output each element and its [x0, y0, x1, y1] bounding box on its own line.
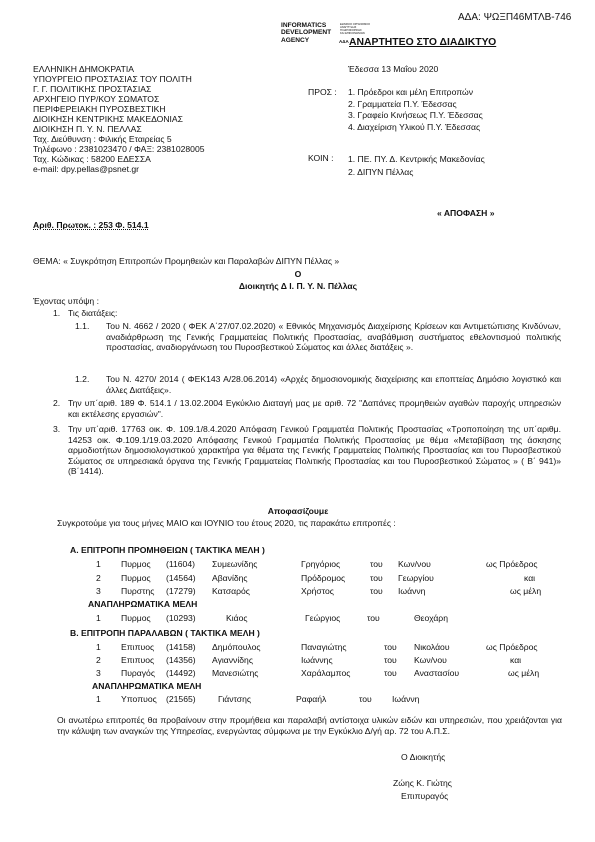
subject-line: ΘΕΜΑ: « Συγκρότηση Επιτροπών Προμηθειών και Παραλαβών ΔΙΠΥΝ Πέλλας »: [33, 256, 340, 266]
member-surname: Γιάντσης: [218, 694, 252, 704]
member-index: 1: [96, 613, 101, 623]
logo-mark-line-4: ΚΑΙ ΕΠΙΚΟΙΝΩΝΙΩΝ: [340, 32, 365, 36]
item-number: 2.: [53, 398, 61, 408]
member-father: Νικολάου: [414, 642, 450, 652]
member-surname: Συμεωνίδης: [212, 559, 258, 569]
member-rank: Πυρμος: [121, 559, 151, 569]
item-number: 1.2.: [75, 374, 90, 384]
member-role: ως Πρόεδρος: [486, 642, 538, 652]
member-role: και: [510, 655, 522, 665]
recipient-item: 2. Γραμματεία Π.Υ. Έδεσσας: [348, 98, 457, 109]
member-id: (14564): [166, 573, 196, 583]
cc-item: 2. ΔΙΠΥΝ Πέλλας: [348, 167, 414, 177]
member-role: ως μέλη: [510, 586, 542, 596]
member-rank: Πυρμος: [121, 573, 151, 583]
member-surname: Κιάος: [226, 613, 248, 623]
recipient-item: 3. Γραφείο Κινήσεως Π.Υ. Έδεσσας: [348, 110, 483, 121]
committee-a-alternates-title: ΑΝΑΠΛΗΡΩΜΑΤΙΚΑ ΜΕΛΗ: [88, 599, 198, 609]
member-father: Κων/νου: [414, 655, 447, 665]
document-date: Έδεσσα 13 Μαΐου 2020: [348, 64, 439, 74]
committee-a-title: Α. ΕΠΙΤΡΟΠΗ ΠΡΟΜΗΘΕΙΩΝ ( ΤΑΚΤΙΚΑ ΜΕΛΗ ): [70, 545, 265, 555]
issuer-line-3: Γ. Γ. ΠΟΛΙΤΙΚΗΣ ΠΡΟΣΤΑΣΙΑΣ: [33, 84, 152, 94]
issuer-line-6: ΔΙΟΙΚΗΣΗ ΚΕΝΤΡΙΚΗΣ ΜΑΚΕΔΟΝΙΑΣ: [33, 114, 183, 124]
logo-mark-line-2: ΑΝΑΠΤΥΞΗΣ: [340, 26, 357, 30]
ada-code: ΑΔΑ: ΨΩΞΠ46ΜΤΛΒ-746: [458, 12, 572, 23]
cc-item: 1. ΠΕ. ΠΥ. Δ. Κεντρικής Μακεδονίας: [348, 154, 485, 164]
postal-line: Ταχ. Κώδικας : 58200 ΕΔΕΣΣΑ: [33, 154, 151, 164]
issuer-block: [33, 64, 205, 174]
email-line: e-mail: dpy.pellas@psnet.gr: [33, 164, 140, 174]
logo-line-1: INFORMATICS: [281, 22, 327, 29]
member-rank: Πυραγός: [121, 668, 155, 678]
member-name: Χαράλαμπος: [301, 668, 351, 678]
member-id: (14158): [166, 642, 196, 652]
member-role: και: [524, 573, 536, 583]
signature-role: Ο Διοικητής: [401, 752, 446, 762]
member-father: Γεωργίου: [398, 573, 434, 583]
member-surname: Κατσαρός: [212, 586, 250, 596]
item-number: 3.: [53, 424, 61, 434]
protocol-number: Αριθ. Πρωτοκ. : 253 Φ. 514.1: [33, 220, 149, 230]
member-index: 1: [96, 694, 101, 704]
member-surname: Αβανίδης: [212, 573, 248, 583]
item-number: 1.1.: [75, 321, 90, 331]
decide-text: Συγκροτούμε για τους μήνες ΜΑΙΟ και ΙΟΥΝΙΟ του έτους 2020, τις παρακάτω επιτροπές :: [57, 518, 396, 528]
member-index: 1: [96, 559, 101, 569]
member-index: 2: [96, 655, 101, 665]
item-number: 1.: [53, 308, 61, 318]
member-id: (21565): [166, 694, 196, 704]
member-of: του: [384, 655, 397, 665]
author-article: Ο: [294, 269, 302, 279]
cc-label: ΚΟΙΝ :: [308, 153, 334, 163]
member-index: 3: [96, 586, 101, 596]
member-rank: Επιπυος: [121, 642, 155, 652]
member-surname: Δημόπουλος: [212, 642, 261, 652]
member-rank: Πυρστης: [121, 586, 155, 596]
author-title: Διοικητής Δ Ι. Π. Υ. Ν. Πέλλας: [238, 281, 358, 291]
item-text: Του Ν. 4270/ 2014 ( ΦΕΚ143 Α/28.06.2014) «Αρχές δημοσιονομικής διαχείρισης και εποπτείας Δημόσιο λογιστικό και άλλες Διατάξεις».: [106, 374, 561, 395]
signature-name: Ζώης Κ. Γιώτης: [393, 778, 452, 788]
recipient-item: 1. Πρόεδροι και μέλη Επιτροπών: [348, 87, 474, 97]
committee-b-title: Β. ΕΠΙΤΡΟΠΗ ΠΑΡΑΛΑΒΩΝ ( ΤΑΚΤΙΚΑ ΜΕΛΗ ): [70, 628, 260, 638]
member-of: του: [367, 613, 380, 623]
recipient-item: 4. Διαχείριση Υλικού Π.Υ. Έδεσσας: [348, 121, 481, 132]
member-father: Αναστασίου: [414, 668, 460, 678]
member-id: (11604): [166, 559, 195, 569]
logo-mark-line-1: ΕΘΝΙΚΟΣ ΟΡΓΑΝΙΣΜΟΣ: [340, 23, 371, 26]
cc-list: [348, 153, 485, 179]
member-role: ως Πρόεδρος: [486, 559, 538, 569]
member-id: (17279): [166, 586, 196, 596]
item-text: Τις διατάξεις:: [68, 308, 118, 318]
member-father: Θεοχάρη: [414, 613, 448, 623]
member-index: 3: [96, 668, 101, 678]
signature-rank: Επιπυραγός: [401, 791, 449, 801]
logo-text: [281, 22, 331, 44]
member-of: του: [384, 668, 397, 678]
member-name: Χρήστος: [301, 586, 334, 596]
member-name: Γρηγόριος: [301, 559, 341, 569]
item-text: Την υπ΄αριθ. 189 Φ. 514.1 / 13.02.2004 Εγκύκλιο Διαταγή μας με αριθ. 72 "Δαπάνες προμηθειών αγαθών παροχής υπηρεσιών και εκτέλεσης εργασιών".: [68, 398, 561, 419]
member-id: (14356): [166, 655, 196, 665]
member-rank: Πυρμος: [121, 613, 151, 623]
issuer-line-7: ΔΙΟΙΚΗΣΗ Π. Υ. Ν. ΠΕΛΛΑΣ: [33, 124, 142, 134]
phone-line: Τηλέφωνο : 2381023470 / ΦΑΞ: 2381028005: [33, 144, 205, 154]
recipients-list: [348, 87, 483, 133]
logo-code: ΑΔΑ: [339, 39, 349, 44]
recipients-label: ΠΡΟΣ :: [308, 87, 337, 97]
member-id: (14492): [166, 668, 196, 678]
member-of: του: [370, 559, 383, 569]
member-name: Πρόδρομος: [301, 573, 346, 583]
logo-mark-line-3: ΠΛΗΡΟΦΟΡΙΚΗΣ: [340, 29, 362, 33]
member-id: (10293): [166, 613, 196, 623]
issuer-line-4: ΑΡΧΗΓΕΙΟ ΠΥΡ/ΚΟΥ ΣΩΜΑΤΟΣ: [33, 94, 160, 104]
member-name: Παναγιώτης: [301, 642, 347, 652]
member-name: Ιωάννης: [301, 655, 333, 665]
item-text: Του Ν. 4662 / 2020 ( ΦΕΚ Α΄27/07.02.2020) « Εθνικός Μηχανισμός Διαχείρισης Κρίσεων και Αντιμετώπισης Κινδύνων, αναδιάρθρωση της Γενικής Γραμματείας Πολιτικής Προστασίας, αναβάθμιση συστήματος εθελοντισμού πολιτικής προστασίας, αναδιοργάνωση του Πυροσβεστικού Σώματος και άλλες διατάξεις ».: [106, 321, 561, 353]
member-surname: Μανεσιώτης: [212, 668, 259, 678]
member-surname: Αγιαννίδης: [212, 655, 253, 665]
member-rank: Επιπυος: [121, 655, 155, 665]
considering-heading: Έχοντας υπόψη :: [33, 296, 99, 306]
member-father: Ιωάννη: [398, 586, 426, 596]
item-text: Την υπ΄αριθ. 17763 οικ. Φ. 109.1/8.4.2020 Απόφαση Γενικού Γραμματέα Πολιτικής Προστασίας «Τροποποίηση της υπ΄αριθμ. 14253 οικ. Φ.109.1/19.03.2020 Απόφασης Γενικού Γραμματέα Πολιτικής Προστασίας με θέμα «Μεταβίβαση της άσκησης αρμοδιοτήτων δημοσιολογιστικού χαρακτήρα για θέματα της Γενικής Γραμματείας Πολιτικής Προστασίας και του Πυροσβεστικού Σώματος σε υπηρεσιακά όργανα της Γενικής Γραμματείας Πολιτικής Προστασίας και του Πυροσβεστικού Σώματος » ( Β΄ 941)» (Β΄1414).: [68, 424, 561, 477]
member-role: ως μέλη: [508, 668, 540, 678]
posting-banner: ΑΝΑΡΤΗΤΕΟ ΣΤΟ ΔΙΑΔΙΚΤΥΟ: [349, 37, 497, 48]
logo-line-2: DEVELOPMENT: [281, 29, 332, 37]
decide-heading: Αποφασίζουμε: [267, 506, 329, 516]
member-name: Γεώργιος: [305, 613, 341, 623]
member-of: του: [370, 586, 383, 596]
member-of: του: [384, 642, 397, 652]
member-of: του: [370, 573, 383, 583]
decision-label: « ΑΠΟΦΑΣΗ »: [437, 208, 495, 218]
member-rank: Υποπυος: [121, 694, 157, 704]
logo-line-3: AGENCY: [281, 36, 310, 44]
member-father: Κων/νου: [398, 559, 431, 569]
member-index: 1: [96, 642, 101, 652]
issuer-line-1: ΕΛΛΗΝΙΚΗ ΔΗΜΟΚΡΑΤΙΑ: [33, 64, 134, 74]
address-line: Ταχ. Διεύθυνση : Φιλικής Εταιρείας 5: [33, 134, 172, 144]
member-index: 2: [96, 573, 101, 583]
member-of: του: [359, 694, 372, 704]
issuer-line-2: ΥΠΟΥΡΓΕΙΟ ΠΡΟΣΤΑΣΙΑΣ ΤΟΥ ΠΟΛΙΤΗ: [33, 74, 192, 84]
member-father: Ιωάννη: [392, 694, 420, 704]
closing-paragraph: Οι ανωτέρω επιτροπές θα προβαίνουν στην προμήθεια και παραλαβή αντίστοιχα υλικών ειδών και υπηρεσιών, που χρειάζονται για την κάλυψη των αναγκών της Υπηρεσίας, ενεργώντας σύμφωνα με την Εγκύκλιο Δ/γή αρ. 72 του Α.Π.Σ.: [57, 715, 562, 736]
committee-b-alternates-title: ΑΝΑΠΛΗΡΩΜΑΤΙΚΑ ΜΕΛΗ: [92, 681, 202, 691]
logo-mark: [340, 23, 370, 35]
issuer-line-5: ΠΕΡΙΦΕΡΕΙΑΚΗ ΠΥΡΟΣΒΕΣΤΙΚΗ: [33, 104, 166, 114]
member-name: Ραφαήλ: [296, 694, 327, 704]
